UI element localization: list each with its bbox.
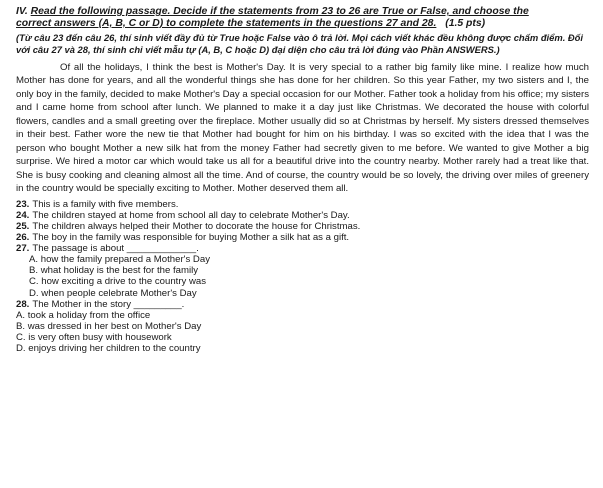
answer-blank: _________. <box>133 298 185 310</box>
statement-text: The children always helped their Mother to docorate the house for Christmas. <box>32 221 361 232</box>
statement-text: The boy in the family was responsible for buying Mother a silk hat as a gift. <box>32 232 350 244</box>
question-27-stem <box>16 243 589 254</box>
statement-26 <box>16 232 589 243</box>
question-28-option-c: C. is very often busy with housework <box>16 331 172 343</box>
answer-blank: _____________. <box>126 243 199 255</box>
statement-number: 24. <box>16 209 30 221</box>
reading-passage: Of all the holidays, I think the best is Mother's Day. It is very special to a rather big family like mine. I realize how much Mother has done for years, and all the wonderful things she has done for her children. So this year Father, my two sisters and I, the only boy in the family, decided to make Mother's Day a special occasion for our Mother. Father took a holiday from his office; my sisters and I came home from school after lunch. We planned to make it a day just like Christmas. We decorated the house with colorful flowers, candles and a small greeting over the fireplace. Mother usually did so at Christmas by herself. My sisters dressed themselves in their best. Father wore the new tie that Mother had bought for him on his birthday. I was so excited with the idea that I was the person who bought Mother a new silk hat from the money Father had secretly given to me before. We wanted to give Mother a big surprise. We hired a motor car which would take us all for a beautiful drive into the country nearby. Mother rarely had a treat like that. She is busy cooking and cleaning almost all the time. And of course, the country would be so lovely, the driving over miles of greenery in the country would be specially exciting to Mother. Mother deserved them all. <box>16 61 589 195</box>
question-27-option-b: B. what holiday is the best for the family <box>29 265 199 277</box>
question-number: 28. <box>16 298 30 310</box>
statement-text: This is a family with five members. <box>32 198 179 210</box>
points-label: (1.5 pts) <box>445 18 486 29</box>
statement-23 <box>16 199 589 210</box>
instruction-line-1: Read the following passage. Decide if the statements from 23 to 26 are True or False, and choose the <box>30 6 529 17</box>
question-stem: The passage is about <box>32 243 127 255</box>
question-28-option-b: B. was dressed in her best on Mother's Day <box>16 320 202 332</box>
statement-number: 26. <box>16 232 30 244</box>
statement-number: 25. <box>16 221 30 232</box>
statement-number: 23. <box>16 198 30 210</box>
question-27-option-d: D. when people celebrate Mother's Day <box>29 287 197 299</box>
question-27-option-c: C. how exciting a drive to the country was <box>29 276 207 288</box>
section-heading <box>16 6 589 30</box>
question-28-stem <box>16 299 589 310</box>
statement-24 <box>16 210 589 221</box>
statement-25 <box>16 221 589 232</box>
statement-text: The children stayed at home from school all day to celebrate Mother's Day. <box>32 209 350 221</box>
instruction-line-2: correct answers (A, B, C or D) to complete the statements in the questions 27 and 28. <box>16 18 437 29</box>
question-27-option-a: A. how the family prepared a Mother's Day <box>29 254 210 266</box>
question-28-option-a: A. took a holiday from the office <box>16 309 151 321</box>
question-stem: The Mother in the story <box>32 298 134 310</box>
question-list <box>16 199 589 354</box>
question-number: 27. <box>16 243 30 255</box>
vietnamese-instruction: (Từ câu 23 đến câu 26, thí sinh viết đầy đủ từ True hoặc False vào ô trả lời. Mọi cách viết khác đều không được chấm điểm. Đối với câu 27 và 28, thí sinh chỉ viết mẫu tự (A, B, C hoặc D) đại diện cho câu trả lời đúng vào Phần ANSWERS.) <box>16 32 584 56</box>
section-number: IV. <box>16 6 28 17</box>
question-28-option-d: D. enjoys driving her children to the country <box>16 343 201 355</box>
